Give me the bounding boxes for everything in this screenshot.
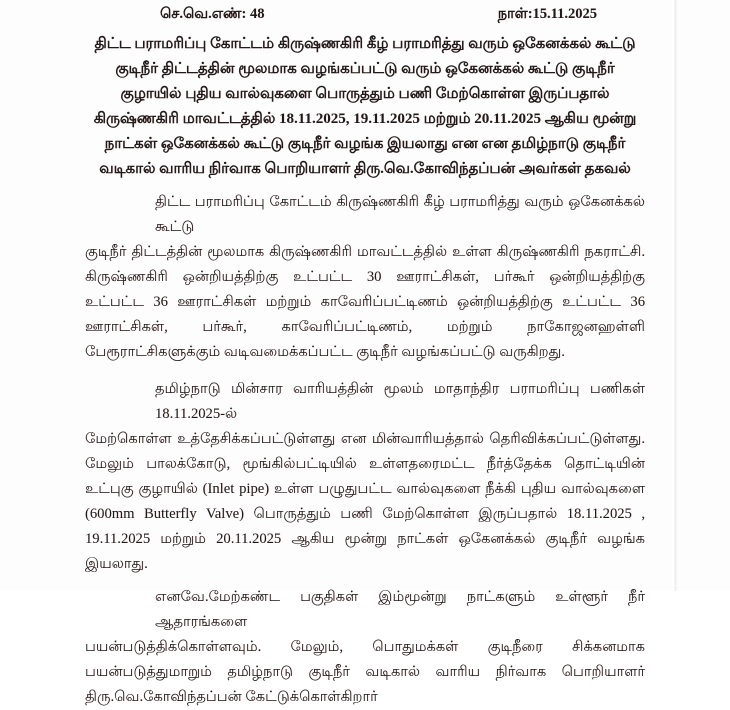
title-line: திட்ட பராமரிப்பு கோட்டம் கிருஷ்ணகிரி கீழ் பராமரித்து வரும் ஒகேனக்கல் கூட்டு bbox=[94, 36, 636, 52]
text-line: தமிழ்நாடு மின்சார வாரியத்தின் மூலம் மாதாந்திர பராமரிப்பு பணிகள் 18.11.2025-ல் bbox=[155, 381, 645, 422]
text-line: திட்ட பராமரிப்பு கோட்டம் கிருஷ்ணகிரி கீழ் பராமரித்து வரும் ஒகேனக்கல் கூட்டு bbox=[155, 194, 645, 235]
title-line: கிருஷ்ணகிரி மாவட்டத்தில் 18.11.2025, 19.11.2025 மற்றும் 20.11.2025 ஆகிய மூன்று bbox=[93, 111, 637, 127]
title-line: நாட்கள் ஒகேனக்கல் கூட்டு குடிநீர் வழங்க இயலாது என என தமிழ்நாடு குடிநீர் bbox=[104, 136, 626, 152]
document-date: நாள்:15.11.2025 bbox=[497, 6, 597, 22]
document-content bbox=[85, 6, 645, 710]
text-line: (600mm Butterfly Valve) பொருத்தும் பணி மேற்கொள்ள இருப்பதால் 18.11.2025 , bbox=[85, 506, 645, 522]
text-line: பேரூராட்சிகளுக்கும் வடிவமைக்கப்பட்ட குடிநீர் வழங்கப்பட்டு வருகிறது. bbox=[85, 344, 565, 360]
page-scan-edge bbox=[670, 0, 678, 591]
text-line-clipped: திரு.வெ.கோவிந்தப்பன் கேட்டுக்கொள்கிறார் bbox=[85, 689, 378, 705]
text-line: ஊராட்சிகள், பர்கூர், காவேரிப்பட்டிணம், மற்றும் நாகோஜனஹள்ளி bbox=[85, 319, 645, 335]
serial-number: செ.வெ.எண்: 48 bbox=[160, 6, 265, 22]
title-line: குடிநீர் திட்டத்தின் மூலமாக வழங்கப்பட்டு வரும் ஒகேனக்கல் கூட்டு குடிநீர் bbox=[115, 61, 615, 77]
paragraph-1 bbox=[85, 190, 645, 365]
text-line: உட்பட்ட 36 ஊராட்சிகள் மற்றும் காவேரிப்பட்டிணம் ஒன்றியத்திற்கு உட்பட்ட 36 bbox=[85, 294, 645, 310]
title-line: வடிகால் வாரிய நிர்வாக பொறியாளர் திரு.வெ.கோவிந்தப்பன் அவர்கள் தகவல் bbox=[99, 161, 631, 177]
text-line: எனவே.மேற்கண்ட பகுதிகள் இம்மூன்று நாட்களும் உள்ளூர் நீர் ஆதாரங்களை bbox=[155, 589, 645, 630]
text-line: உட்புகு குழாயில் (Inlet pipe) உள்ள பழுதுபட்ட வால்வுகளை நீக்கி புதிய வால்வுகளை bbox=[85, 481, 645, 497]
text-line: 19.11.2025 மற்றும் 20.11.2025 ஆகிய மூன்று நாட்கள் ஒகேனக்கல் குடிநீர் வழங்க இயலாது. bbox=[85, 531, 645, 572]
paragraph-3 bbox=[85, 585, 645, 710]
document-header bbox=[85, 6, 645, 26]
document-title bbox=[85, 32, 645, 182]
title-line: குழாயில் புதிய வால்வுகளை பொருத்தும் பணி மேற்கொள்ள இருப்பதால் bbox=[120, 86, 610, 102]
text-line: கிருஷ்ணகிரி ஒன்றியத்திற்கு உட்பட்ட 30 ஊராட்சிகள், பர்கூர் ஒன்றியத்திற்கு bbox=[85, 269, 645, 285]
text-line: குடிநீர் திட்டத்தின் மூலமாக கிருஷ்ணகிரி மாவட்டத்தில் உள்ள கிருஷ்ணகிரி நகராட்சி. bbox=[85, 244, 645, 260]
text-line: பயன்படுத்துமாறும் தமிழ்நாடு குடிநீர் வடிகால் வாரிய நிர்வாக பொறியாளர் bbox=[85, 664, 645, 680]
text-line: மேற்கொள்ள உத்தேசிக்கப்பட்டுள்ளது என மின்வாரியத்தால் தெரிவிக்கப்பட்டுள்ளது. bbox=[85, 431, 645, 447]
text-line: பயன்படுத்திக்கொள்ளவும். மேலும், பொதுமக்கள் குடிநீரை சிக்கனமாக bbox=[85, 639, 645, 655]
text-line: மேலும் பாலக்கோடு, மூங்கில்பட்டியில் உள்ளதரைமட்ட நீர்த்தேக்க தொட்டியின் bbox=[85, 456, 645, 472]
paragraph-2 bbox=[85, 377, 645, 577]
